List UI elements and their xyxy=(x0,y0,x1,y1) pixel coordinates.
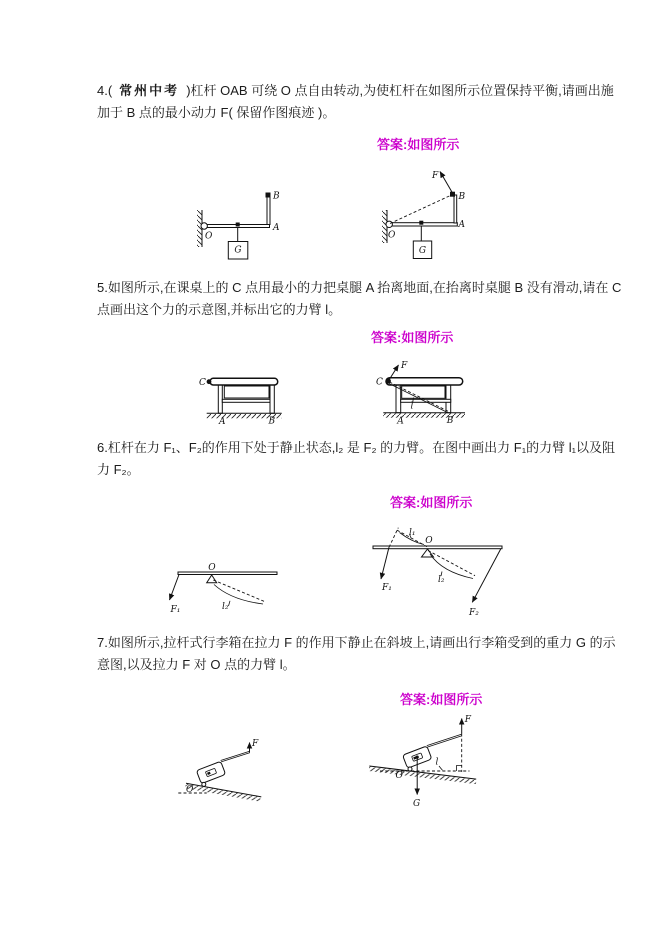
label-b: B xyxy=(458,192,466,202)
label-o: O xyxy=(425,536,433,546)
label-a: A xyxy=(219,417,226,427)
label-f: F xyxy=(252,739,259,749)
q7-answer-figure xyxy=(365,712,480,810)
force-f1-arrow xyxy=(381,547,389,579)
q4-prefix: 4.( xyxy=(97,83,113,98)
fulcrum-triangle xyxy=(207,575,217,583)
label-f1: F₁ xyxy=(170,605,181,615)
label-b: B xyxy=(446,416,454,426)
force-f1-arrow xyxy=(170,575,180,601)
answer-label-q7: 答案:如图所示 xyxy=(400,692,483,707)
label-l2: l₂ xyxy=(222,602,229,612)
question-7-text xyxy=(97,632,616,676)
label-a: A xyxy=(273,223,280,233)
pivot-o xyxy=(386,221,392,227)
label-o: O xyxy=(395,771,403,781)
question-6-line-1: 6.杠杆在力 F₁、F₂的作用下处于静止状态,l₂ 是 F₂ 的力臂。在图中画出力 F₁的力臂 l₁以及阻 xyxy=(97,440,615,455)
q5-problem-figure xyxy=(196,374,291,429)
label-b: B xyxy=(273,191,280,202)
hanger-attachment xyxy=(236,223,240,227)
label-o: O xyxy=(208,563,216,573)
question-7-line-1: 7.如图所示,拉杆式行李箱在拉力 F 的作用下静止在斜坡上,请画出行李箱受到的重力 G 的示 xyxy=(97,635,616,650)
tabletop xyxy=(210,378,278,385)
table-panel xyxy=(224,386,269,398)
right-angle-mark xyxy=(456,766,461,771)
answer-label-q5: 答案:如图所示 xyxy=(371,330,454,345)
dashed-ob-line xyxy=(390,195,453,224)
label-a: A xyxy=(397,416,404,427)
question-6-line-2: 力 F₂。 xyxy=(97,462,140,477)
wall xyxy=(197,210,202,247)
lever-bar xyxy=(373,546,502,549)
suitcase-body xyxy=(196,761,225,783)
suitcase-wheel xyxy=(202,782,206,786)
force-f-arrow xyxy=(440,172,453,194)
answer-label-q4: 答案:如图所示 xyxy=(377,137,460,152)
label-g: G xyxy=(234,245,242,256)
tabletop xyxy=(386,378,463,385)
label-g: G xyxy=(418,246,427,256)
question-4-line-1 xyxy=(97,80,614,102)
table-rail xyxy=(222,399,270,402)
f1-line-of-action-dashed xyxy=(389,528,398,548)
suitcase-handle xyxy=(427,734,462,747)
table-leg-a xyxy=(218,385,222,413)
q6-problem-figure xyxy=(158,556,283,618)
question-5-line-2: 点画出这个力的示意图,并标出它的力臂 l。 xyxy=(97,302,342,317)
hanger-attachment xyxy=(419,221,423,225)
q4-answer-figure xyxy=(368,162,480,267)
label-b: B xyxy=(268,416,276,427)
label-c: C xyxy=(199,378,206,388)
question-6-text xyxy=(97,437,615,481)
pivot-o xyxy=(201,223,207,229)
force-f2-arrow xyxy=(472,549,500,602)
point-b-marker xyxy=(266,193,271,198)
brace-l2-tick xyxy=(229,601,231,606)
point-c-dot xyxy=(207,379,212,384)
slope xyxy=(369,766,477,784)
question-4-text xyxy=(97,80,614,124)
table-panel xyxy=(402,386,445,398)
answer-label-q6: 答案:如图所示 xyxy=(390,495,473,510)
lever-vertical-bar xyxy=(454,195,457,223)
label-l2: l₂ xyxy=(438,575,445,585)
q7-problem-figure xyxy=(172,725,277,807)
question-5-text xyxy=(97,277,621,321)
label-f: F xyxy=(464,715,472,725)
lever-vertical-bar xyxy=(267,195,270,225)
point-c-dot xyxy=(386,378,391,383)
label-f: F xyxy=(401,361,408,371)
label-l: l xyxy=(435,757,439,768)
label-f1: F₁ xyxy=(382,583,392,593)
suitcase-handle xyxy=(221,751,250,762)
question-7-line-2: 意图,以及拉力 F 对 O 点的力臂 l。 xyxy=(97,657,296,672)
question-4-line-2: 加于 B 点的最小动力 F( 保留作图痕迹 )。 xyxy=(97,105,336,120)
label-a: A xyxy=(458,220,465,230)
label-c: C xyxy=(376,377,383,388)
label-g: G xyxy=(413,799,421,809)
suitcase-wheel xyxy=(408,767,412,771)
q5-answer-figure xyxy=(374,360,474,428)
label-f: F xyxy=(432,171,439,181)
q4-problem-figure xyxy=(188,186,293,266)
q4-exam-tag: 常州中考 xyxy=(119,83,180,98)
label-o: O xyxy=(388,230,396,241)
slope xyxy=(185,783,261,801)
label-f2: F₂ xyxy=(469,608,479,618)
table-leg-b xyxy=(270,385,274,413)
q4-line1-rest: )杠杆 OAB 可绕 O 点自由转动,为使杠杆在如图所示位置保持平衡,请画出施 xyxy=(186,83,614,98)
question-5-line-1: 5.如图所示,在课桌上的 C 点用最小的力把桌腿 A 抬离地面,在抬离时桌腿 B 没有滑动,请在 C xyxy=(97,280,622,295)
q6-answer-figure xyxy=(362,522,507,620)
label-l: l xyxy=(410,401,414,412)
lever-horizontal-bar xyxy=(391,223,457,226)
brace-l2 xyxy=(430,554,473,579)
label-l1: l₁ xyxy=(409,528,416,538)
lever-bar xyxy=(178,572,277,575)
label-o: O xyxy=(186,785,194,795)
label-o: O xyxy=(205,231,213,242)
label-l-tick xyxy=(439,766,443,770)
